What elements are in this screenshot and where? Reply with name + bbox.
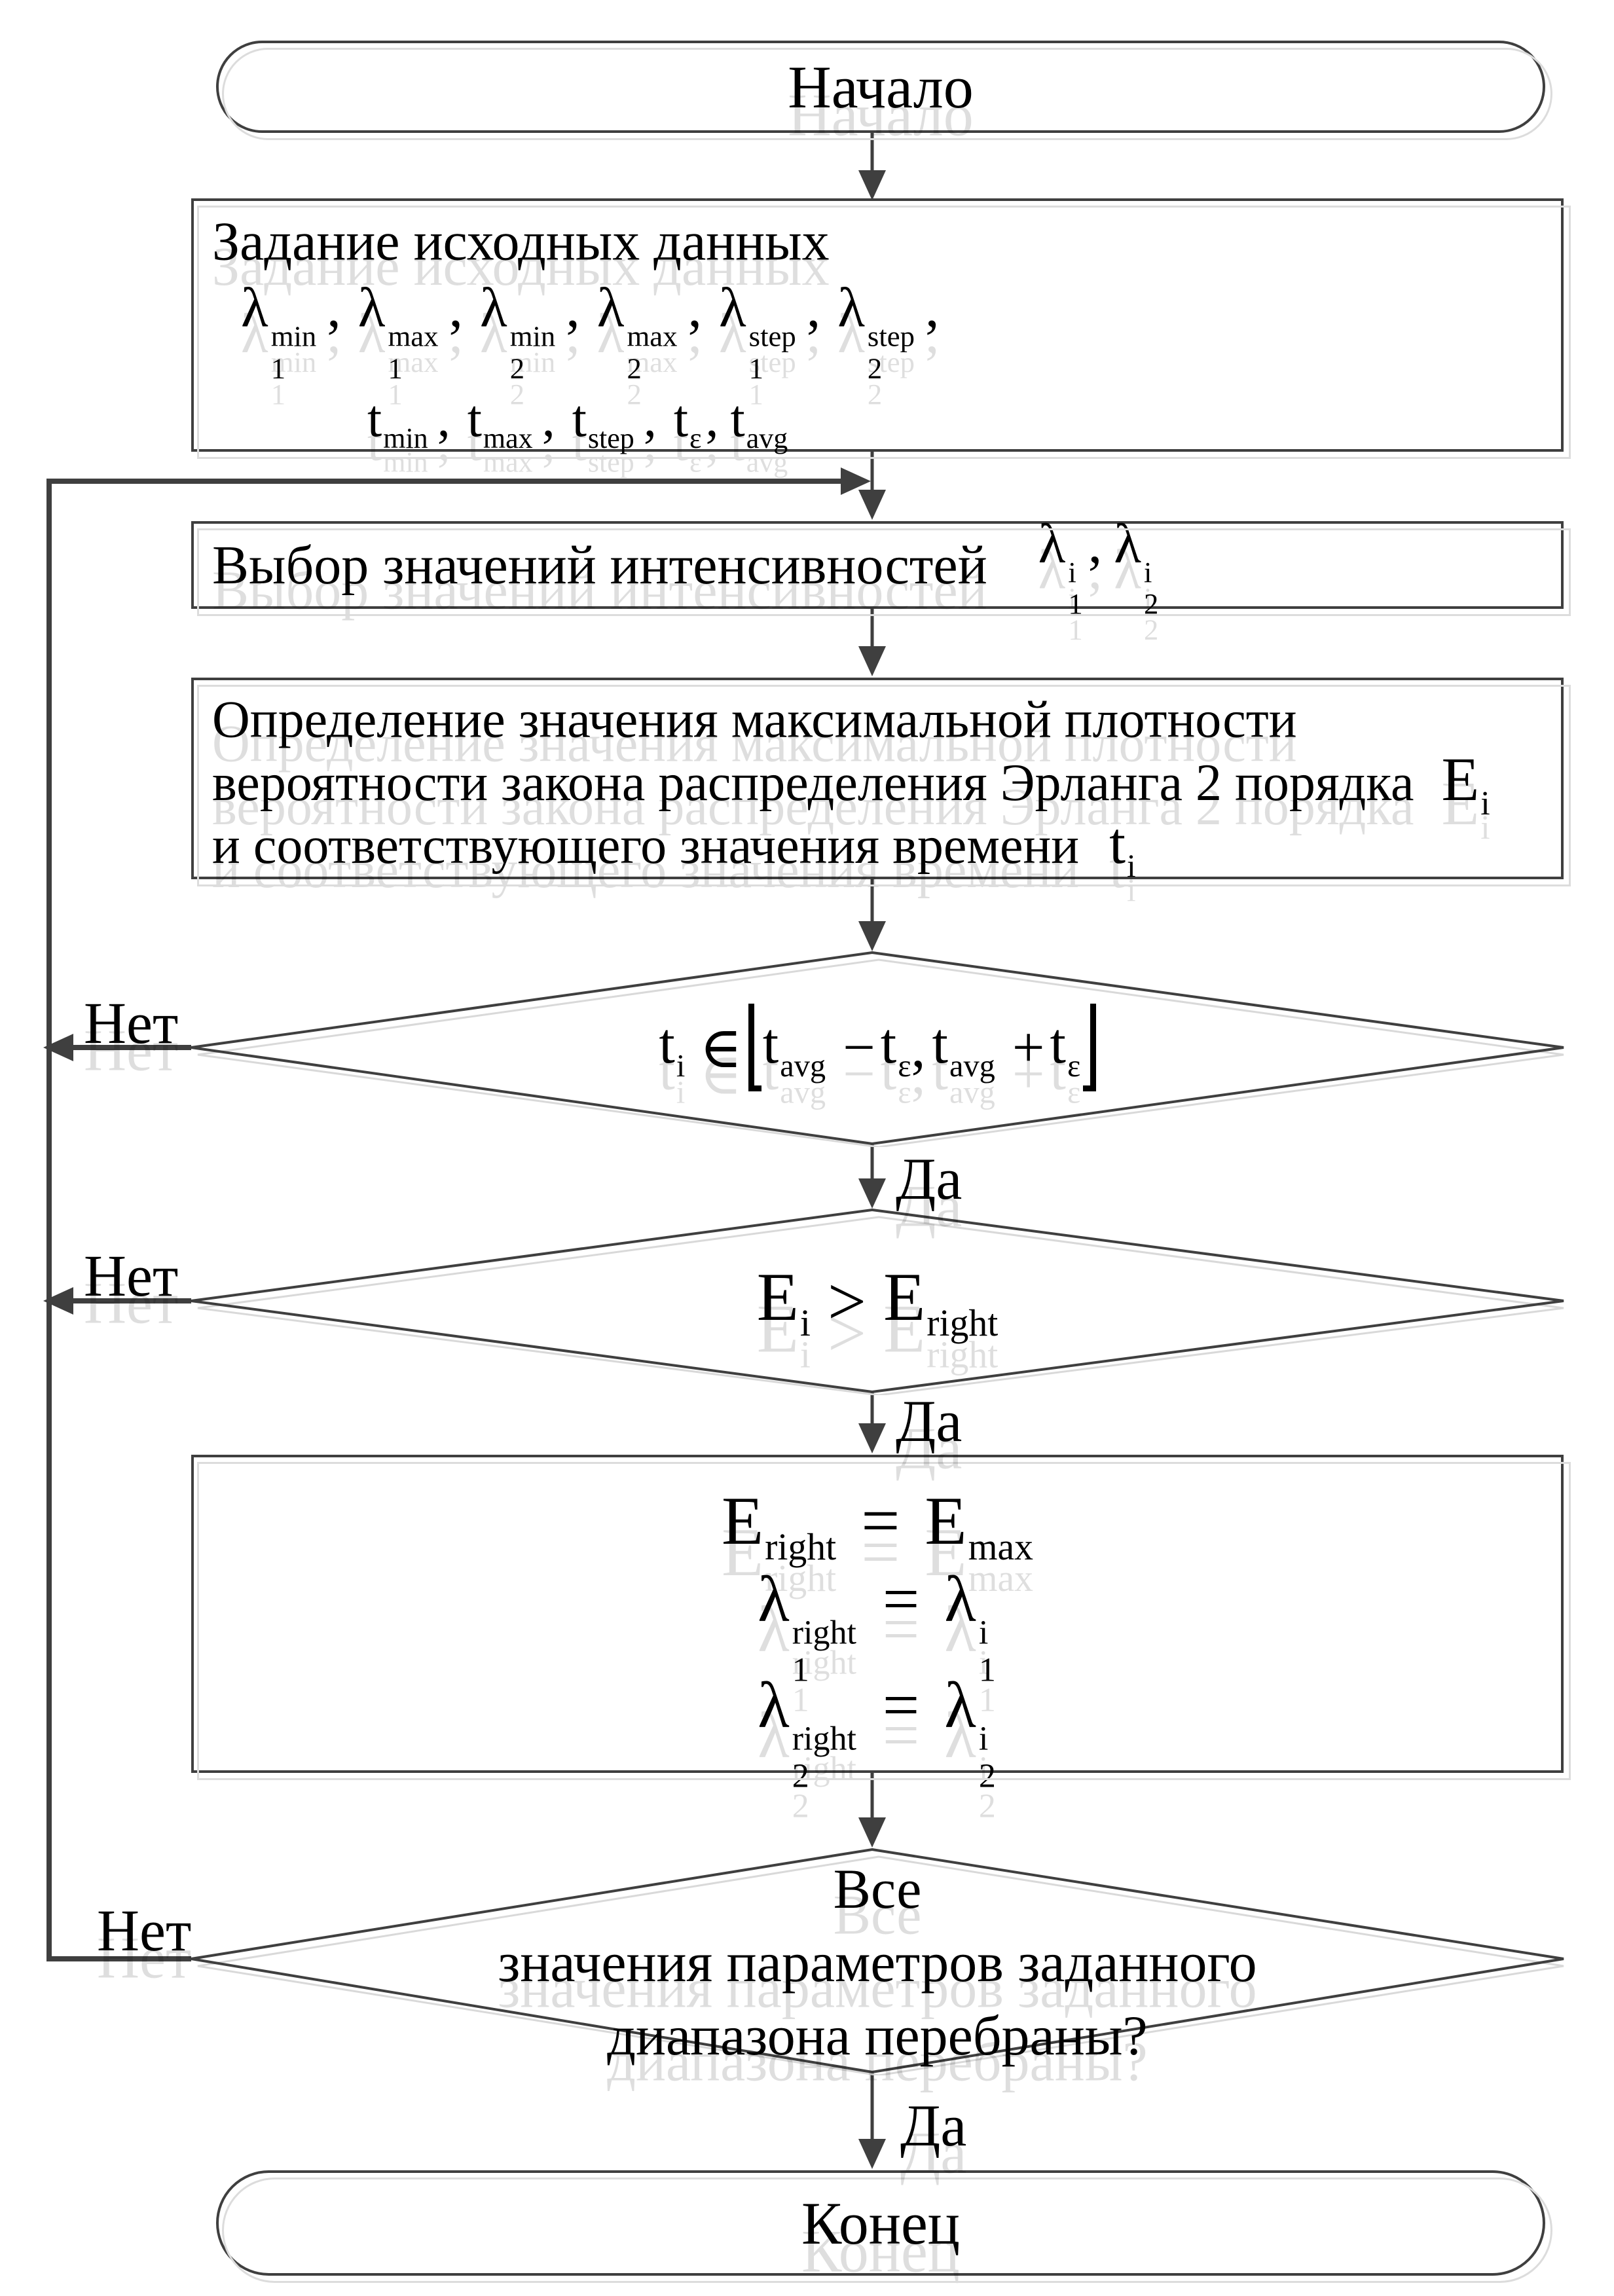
process-compute-density [191,678,1564,884]
formula-base: t [673,390,689,448]
arrowhead-down-icon [858,2139,886,2169]
formula-base: t [1050,1012,1066,1076]
term-t-max [467,390,533,455]
arrowhead-down-icon [858,646,886,676]
init-lambda-line [241,275,1561,384]
terminal-start-label: Начало [788,53,974,120]
decision-all-line-1: Все [833,1857,922,1920]
init-t-line [367,390,1561,455]
formula-base: E [883,1258,926,1335]
term-lambda2-right [758,1668,858,1795]
equals-symbol: = [882,1562,920,1635]
formula-sup: step [867,319,915,353]
comma: , [643,390,657,448]
term-lambda2-i [944,1668,997,1795]
formula-base: t [467,390,482,448]
process-init-data [191,198,1564,455]
arrowhead-down-icon [858,170,886,200]
arrowhead-down-icon [858,921,886,951]
formula-sup: right [792,1721,856,1758]
comma: , [327,276,341,339]
comma: , [566,276,580,339]
arrowhead-down-icon [858,1178,886,1209]
right-floor-bracket-icon [1083,1004,1095,1091]
formula-sub: 2 [509,352,525,385]
script-stack [1068,556,1082,620]
term-lambda2-i [1114,511,1160,621]
plus-symbol: + [1012,1015,1045,1080]
term-t-epsilon [1050,1011,1080,1084]
formula-sup: max [388,319,439,353]
compute-line-3 [212,810,1561,884]
select-formula [1038,511,1160,620]
init-title: Задание исходных данных [212,211,830,272]
term-t-min [367,390,428,455]
term-lambda1-right [758,1562,858,1689]
formula-sup: min [270,319,317,353]
assign-line-3 [194,1667,1561,1795]
compute-line-3-text: и соответствующего значения времени [212,817,1080,875]
script-stack [388,321,438,384]
assign-line-1 [194,1481,1561,1569]
formula-base: λ [837,276,865,339]
comma: , [705,390,719,448]
formula-sub: 1 [978,1651,996,1689]
formula-sub: max [968,1527,1033,1569]
element-of-symbol: ∈ [699,1017,743,1080]
formula-sub: 1 [748,352,764,385]
formula-base: λ [944,1668,976,1741]
formula-sup: max [627,319,678,353]
script-stack [1144,556,1158,620]
minus-symbol: − [843,1015,875,1080]
script-stack [510,321,556,384]
term-t-i [659,1011,685,1084]
formula-sub: 1 [270,352,286,385]
formula-base: t [1109,811,1126,877]
term-lambda2-max [596,276,679,385]
comma: , [925,276,940,339]
process-assign-right [191,1455,1564,1795]
formula-sub: avg [746,422,788,455]
label-no-1: Нет [84,991,179,1056]
label-yes-1: Да [896,1147,963,1212]
formula-base: t [659,1012,675,1076]
arrowhead-down-icon [858,490,886,520]
formula-sub: max [483,422,533,455]
formula-base: λ [718,276,746,339]
script-stack [979,1721,996,1795]
term-t-epsilon [673,390,702,455]
formula-sup: min [509,319,556,353]
formula-sup: i [1068,555,1076,589]
equals-symbol: = [861,1482,900,1559]
script-stack [749,321,796,384]
decision-e-compare [223,1223,1532,1379]
formula-sub: 2 [978,1757,996,1795]
compute-line-1: Определение значения максимальной плотности [212,691,1297,749]
terminal-start [216,41,1545,133]
label-yes-3: Да [900,2094,967,2159]
formula-sub: right [926,1303,999,1345]
formula-sub: 2 [627,352,642,385]
arrowhead-down-icon [858,1423,886,1453]
script-stack [868,321,915,384]
term-t-avg [932,1011,995,1084]
terminal-end-label: Конец [801,2189,961,2257]
formula-base: t [932,1012,948,1076]
comma: , [541,390,555,448]
formula-sup: i [978,1614,989,1652]
formula-base: λ [358,276,386,339]
label-no-2: Нет [84,1244,179,1309]
label-no-3: Нет [97,1899,192,1963]
decision-time-range [223,968,1532,1127]
formula-sub: step [587,422,634,455]
decision-all-line-3: диапазона перебраны? [607,2004,1148,2067]
formula-base: E [756,1258,799,1335]
formula-sub: i [676,1048,686,1084]
formula-base: E [721,1482,764,1559]
comma: , [1088,511,1103,575]
arrowhead-down-icon [858,1817,886,1848]
formula-sub: ε [898,1048,911,1084]
term-lambda1-step [718,276,798,385]
formula-sub: avg [949,1048,995,1084]
term-lambda1-min [241,276,318,385]
compute-line-2-text: вероятности закона распределения Эрланга 2 порядка [212,754,1414,812]
formula-sub: 2 [1143,587,1159,621]
terminal-end [216,2170,1545,2276]
formula-base: λ [596,276,625,339]
formula-sup: i [978,1721,989,1758]
decision-all-params [223,1854,1532,2070]
formula-sub: 1 [792,1651,809,1689]
formula-base: E [925,1482,967,1559]
script-stack [627,321,677,384]
decision-all-line-2: значения параметров заданного [498,1931,1257,1994]
term-t-i [1109,811,1136,884]
comma: , [911,1015,926,1080]
formula-sub: right [765,1527,837,1569]
formula-base: λ [241,276,268,339]
term-E-i [1441,746,1490,822]
formula-base: t [367,390,382,448]
formula-base: λ [758,1562,790,1635]
equals-symbol: = [882,1668,920,1741]
formula-sub: avg [780,1048,826,1084]
formula-base: λ [944,1562,976,1635]
term-t-epsilon [881,1011,911,1084]
script-stack [792,1721,856,1795]
formula-base: t [730,390,745,448]
formula-sup: step [748,319,796,353]
term-lambda1-i [944,1562,997,1689]
term-E-right [721,1482,837,1569]
term-lambda2-min [479,276,557,385]
term-E-right [883,1257,998,1345]
formula-sub: 1 [1068,587,1083,621]
term-lambda2-step [837,276,916,385]
term-lambda1-max [358,276,440,385]
comma: , [688,276,702,339]
term-t-step [572,390,634,455]
comma: , [806,276,821,339]
left-floor-bracket-icon [748,1004,761,1091]
term-E-max [925,1482,1033,1569]
label-yes-2: Да [896,1389,963,1454]
formula-base: t [572,390,587,448]
formula-base: t [880,1012,897,1076]
formula-base: λ [479,276,507,339]
term-t-avg [763,1011,826,1084]
formula-sub: 2 [867,352,883,385]
term-t-avg [730,390,788,455]
comma: , [437,390,450,448]
process-select-intensities [191,511,1564,621]
formula-base: λ [1038,511,1066,575]
formula-sup: right [792,1614,856,1652]
formula-base: t [762,1012,779,1076]
formula-sub: ε [689,422,702,455]
formula-base: λ [1114,511,1141,575]
formula-base: E [1441,746,1480,814]
formula-sub: i [1480,784,1490,822]
formula-sub: ε [1067,1048,1081,1084]
formula-sub: 2 [792,1757,809,1795]
greater-than-symbol: > [827,1262,867,1339]
formula-sub: i [799,1303,811,1345]
formula-sub: 1 [388,352,403,385]
comma: , [449,276,463,339]
script-stack [271,321,317,384]
term-lambda1-i [1038,511,1084,621]
formula-sub: i [1127,847,1136,884]
formula-sub: min [383,422,428,455]
term-E-i [757,1257,811,1345]
formula-base: λ [758,1668,790,1741]
select-text: Выбор значений интенсивностей [212,534,987,596]
formula-sup: i [1143,555,1152,589]
